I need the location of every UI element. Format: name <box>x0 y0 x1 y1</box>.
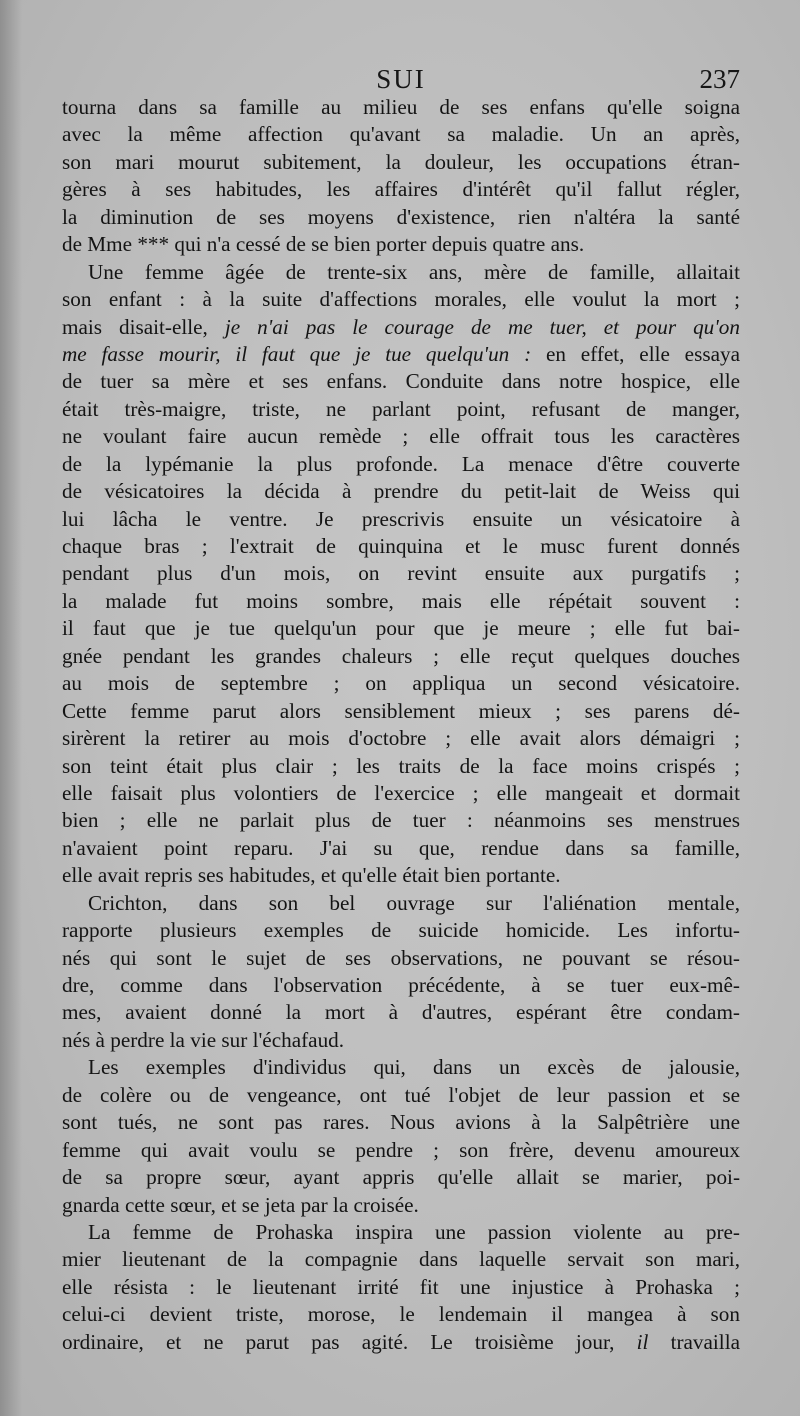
text-line: Crichton, dans son bel ouvrage sur l'aliénation mentale, <box>88 890 740 915</box>
text-line: de sa propre sœur, ayant appris qu'elle allait se marier, poi- <box>62 1165 740 1190</box>
text-line: elle faisait plus volontiers de l'exercice ; elle mangeait et dormait <box>62 780 740 805</box>
text-line: son mari mourut subitement, la douleur, les occupations étran- <box>62 149 740 174</box>
text-line: mes, avaient donné la mort à d'autres, espérant être condam- <box>62 1000 740 1025</box>
text-line: rapporte plusieurs exemples de suicide homicide. Les infortu- <box>62 918 740 943</box>
text-line: la malade fut moins sombre, mais elle répétait souvent : <box>62 588 740 613</box>
text-line: sont tués, ne sont pas rares. Nous avions à la Salpêtrière une <box>62 1110 740 1135</box>
text-line: de Mme *** qui n'a cessé de se bien porter depuis quatre ans. <box>62 232 585 257</box>
text-line: était très-maigre, triste, ne parlant point, refusant de manger, <box>62 396 740 421</box>
text-line: mier lieutenant de la compagnie dans laquelle servait son mari, <box>62 1247 740 1272</box>
text-line: au mois de septembre ; on appliqua un second vésicatoire. <box>62 671 740 696</box>
text-line: n'avaient point reparu. J'ai su que, rendue dans sa famille, <box>62 835 740 860</box>
text-line-mixed <box>62 1329 740 1356</box>
text-line: tourna dans sa famille au milieu de ses enfans qu'elle soigna <box>62 95 740 119</box>
roman-fragment: travailla <box>648 1329 740 1354</box>
text-line: bien ; elle ne parlait plus de tuer : néanmoins ses menstrues <box>62 808 740 833</box>
text-line: Les exemples d'individus qui, dans un excès de jalousie, <box>88 1055 740 1080</box>
text-line: sirèrent la retirer au mois d'octobre ; elle avait alors démaigri ; <box>62 726 740 751</box>
italic-fragment: je n'ai pas le courage de me tuer, et pour qu'on <box>224 314 740 339</box>
text-line: elle avait repris ses habitudes, et qu'elle était bien portante. <box>62 863 561 888</box>
italic-fragment: me fasse mourir, il faut que je tue quelqu'un : <box>62 341 532 366</box>
text-line: la diminution de ses moyens d'existence, rien n'altéra la santé <box>62 204 740 229</box>
text-line-mixed <box>62 341 740 368</box>
roman-fragment: ordinaire, et ne parut pas agité. Le troisième jour, <box>62 1329 637 1354</box>
text-line: de vésicatoires la décida à prendre du petit-lait de Weiss qui <box>62 479 740 504</box>
running-head: SUI <box>376 64 426 94</box>
text-line-mixed <box>62 314 740 341</box>
roman-fragment: mais disait-elle, <box>62 314 225 339</box>
text-line: ne voulant faire aucun remède ; elle offrait tous les caractères <box>62 424 740 449</box>
italic-fragment: il <box>636 1329 649 1354</box>
text-line: avec la même affection qu'avant sa maladie. Un an après, <box>62 122 740 147</box>
text-line: celui-ci devient triste, morose, le lendemain il mangea à son <box>62 1302 740 1327</box>
text-line: nés à perdre la vie sur l'échafaud. <box>62 1027 345 1052</box>
text-line: de la lypémanie la plus profonde. La menace d'être couverte <box>62 451 740 476</box>
roman-fragment: en effet, elle essaya <box>531 341 740 366</box>
text-line: elle résista : le lieutenant irrité fit une injustice à Prohaska ; <box>62 1274 740 1299</box>
text-line: dre, comme dans l'observation précédente, à se tuer eux-mê- <box>62 973 740 997</box>
text-line: chaque bras ; l'extrait de quinquina et le musc furent donnés <box>62 534 740 558</box>
text-line: son enfant : à la suite d'affections morales, elle voulut la mort ; <box>62 287 740 312</box>
text-line: il faut que je tue quelqu'un pour que je meure ; elle fut bai- <box>62 616 740 641</box>
text-line: gères à ses habitudes, les affaires d'intérêt qu'il fallut régler, <box>62 177 740 202</box>
text-line: femme qui avait voulu se pendre ; son frère, devenu amoureux <box>62 1137 740 1162</box>
page-header <box>62 64 740 94</box>
body-text <box>62 94 740 1356</box>
text-line: Une femme âgée de trente-six ans, mère de famille, allaitait <box>88 259 740 284</box>
text-line: pendant plus d'un mois, on revint ensuite aux purgatifs ; <box>62 561 740 586</box>
text-line: son teint était plus clair ; les traits de la face moins crispés ; <box>62 753 740 778</box>
text-line: gnarda cette sœur, et se jeta par la croisée. <box>62 1192 419 1217</box>
text-line: nés qui sont le sujet de ses observations, ne pouvant se résou- <box>62 945 740 970</box>
text-line: La femme de Prohaska inspira une passion violente au pre- <box>88 1219 740 1244</box>
text-line: lui lâcha le ventre. Je prescrivis ensuite un vésicatoire à <box>62 506 740 531</box>
text-line: Cette femme parut alors sensiblement mieux ; ses parens dé- <box>62 698 740 723</box>
text-line: de colère ou de vengeance, ont tué l'objet de leur passion et se <box>62 1082 740 1107</box>
text-line: de tuer sa mère et ses enfans. Conduite dans notre hospice, elle <box>62 369 740 394</box>
text-line: gnée pendant les grandes chaleurs ; elle reçut quelques douches <box>62 643 740 668</box>
page-number: 237 <box>699 64 740 94</box>
